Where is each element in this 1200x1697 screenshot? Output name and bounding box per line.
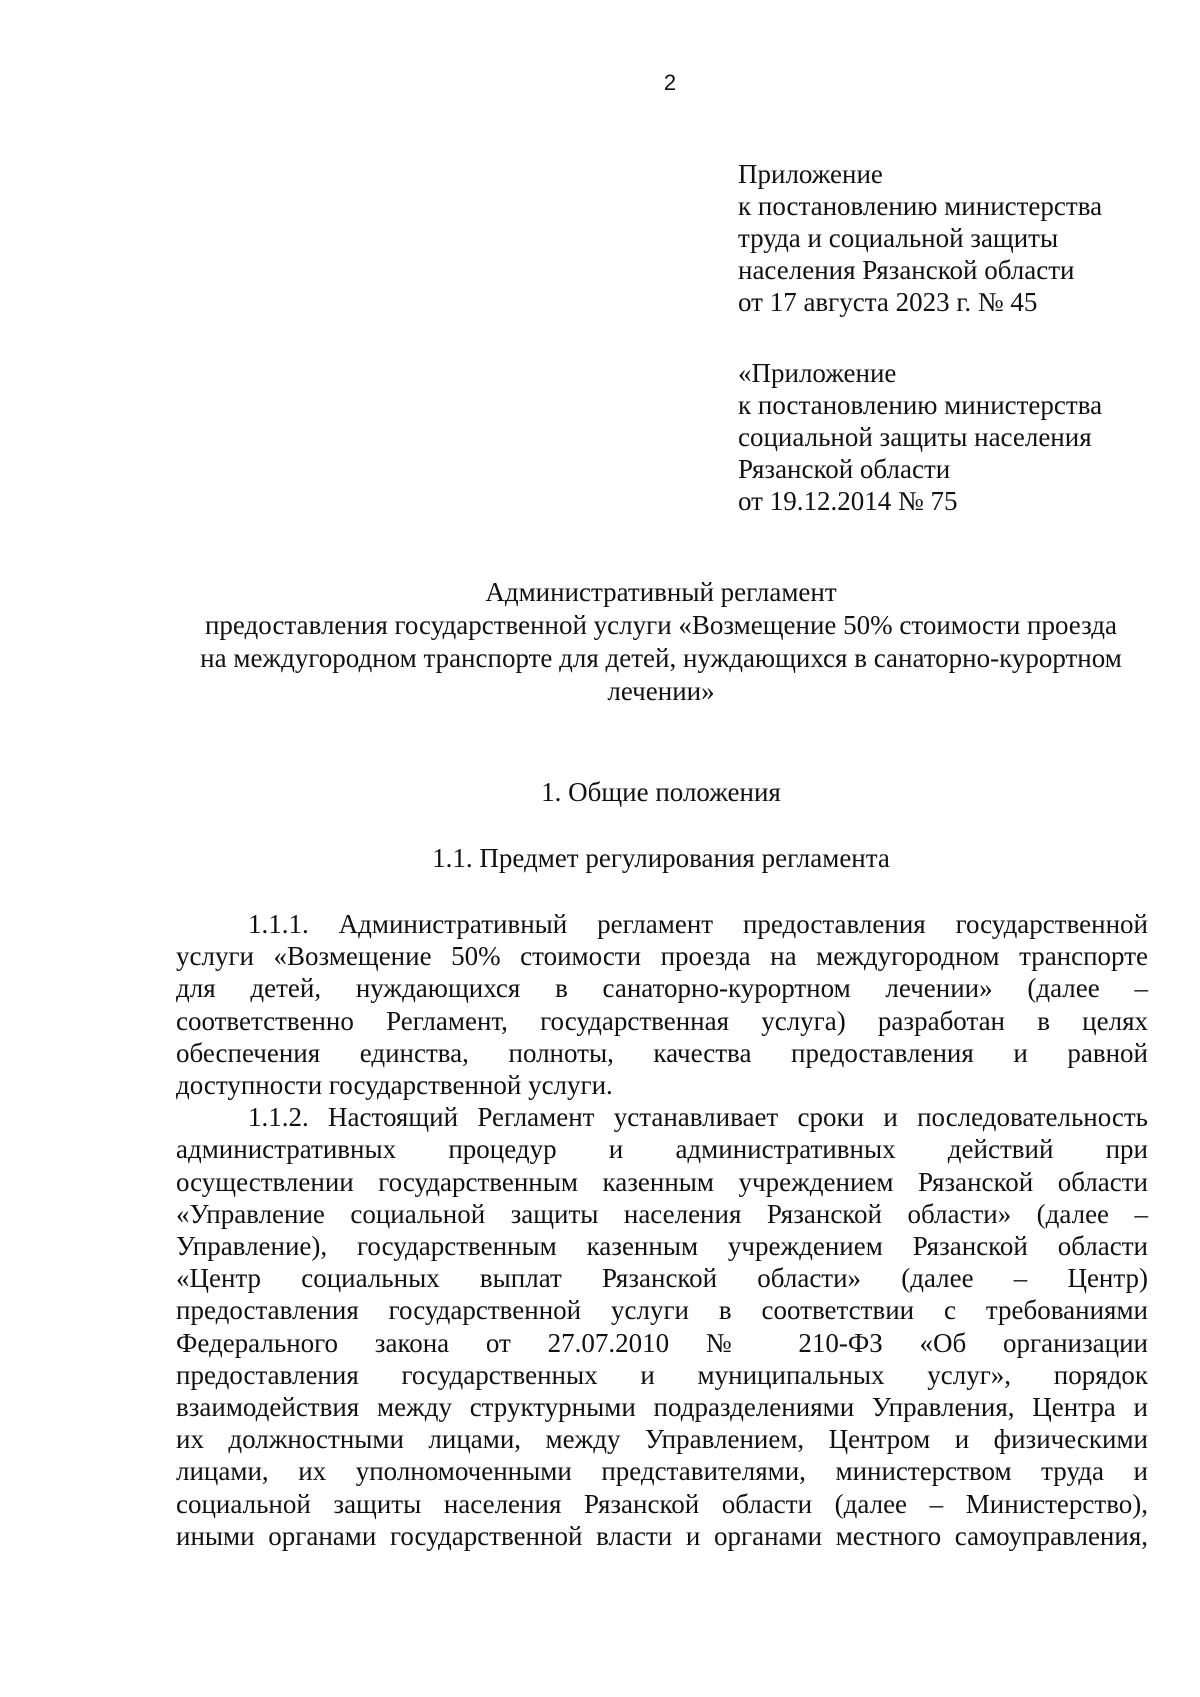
paragraph-line: социальной защиты населения Рязанской области (далее – Министерство), [176, 1488, 1148, 1519]
paragraph-line: Федерального закона от 27.07.2010 № 210-ФЗ «Об организации [176, 1327, 1148, 1358]
appendix-line: социальной защиты населения [738, 422, 1092, 452]
appendix-line: к постановлению министерства [738, 390, 1103, 420]
paragraph-line: осуществлении государственным казенным учреждением Рязанской области [176, 1166, 1148, 1197]
page-number: 2 [663, 70, 677, 95]
title-line: Административный регламент [485, 577, 837, 607]
appendix-line: Рязанской области [738, 454, 951, 484]
appendix-line: от 19.12.2014 № 75 [738, 486, 958, 516]
body-text [176, 908, 1148, 1552]
paragraph-line: 1.1.2. Настоящий Регламент устанавливает сроки и последовательность [248, 1102, 1148, 1133]
paragraph-line: 1.1.1. Административный регламент предоставления государственной [248, 909, 1148, 939]
subsection-heading: 1.1. Предмет регулирования регламента [432, 843, 890, 873]
appendix-line: Приложение [738, 159, 883, 189]
paragraph-line: услуги «Возмещение 50% стоимости проезда на междугородном транспорте [176, 941, 1148, 972]
appendix-block-current [738, 158, 1102, 318]
appendix-line: населения Рязанской области [738, 255, 1075, 285]
paragraph-line: предоставления государственной услуги в соответствии с требованиями [176, 1295, 1148, 1326]
paragraph-line: предоставления государственных и муниципальных услуг», порядок [176, 1359, 1148, 1390]
paragraph-line: взаимодействия между структурными подразделениями Управления, Центра и [176, 1392, 1148, 1423]
paragraph-line: для детей, нуждающихся в санаторно-курортном лечении» (далее – [176, 973, 1148, 1004]
paragraph-line: обеспечения единства, полноты, качества предоставления и равной [176, 1037, 1148, 1068]
appendix-line: «Приложение [738, 358, 897, 388]
appendix-line: от 17 августа 2023 г. № 45 [738, 287, 1038, 317]
appendix-line: труда и социальной защиты [738, 223, 1059, 253]
document-title [176, 576, 1146, 708]
paragraph-line: лицами, их уполномоченными представителями, министерством труда и [176, 1456, 1148, 1487]
paragraph-line: Управление), государственным казенным учреждением Рязанской области [176, 1231, 1148, 1262]
paragraph-line: «Управление социальной защиты населения Рязанской области» (далее – [176, 1198, 1148, 1229]
section-heading: 1. Общие положения [541, 777, 781, 807]
paragraph-line: иными органами государственной власти и органами местного самоуправления, [176, 1520, 1148, 1551]
title-line: на междугородном транспорте для детей, нуждающихся в санаторно-курортном [200, 643, 1122, 673]
paragraph-line: доступности государственной услуги. [176, 1070, 613, 1101]
title-line: лечении» [607, 676, 715, 706]
paragraph-line: административных процедур и административных действий при [176, 1134, 1148, 1165]
appendix-block-original [738, 357, 1102, 517]
paragraph-line: их должностными лицами, между Управлением, Центром и физическими [176, 1424, 1148, 1455]
paragraph-line: «Центр социальных выплат Рязанской области» (далее – Центр) [176, 1263, 1148, 1294]
appendix-line: к постановлению министерства [738, 191, 1103, 221]
paragraph-line: соответственно Регламент, государственная услуга) разработан в целях [176, 1005, 1148, 1036]
title-line: предоставления государственной услуги «Возмещение 50% стоимости проезда [204, 610, 1118, 640]
